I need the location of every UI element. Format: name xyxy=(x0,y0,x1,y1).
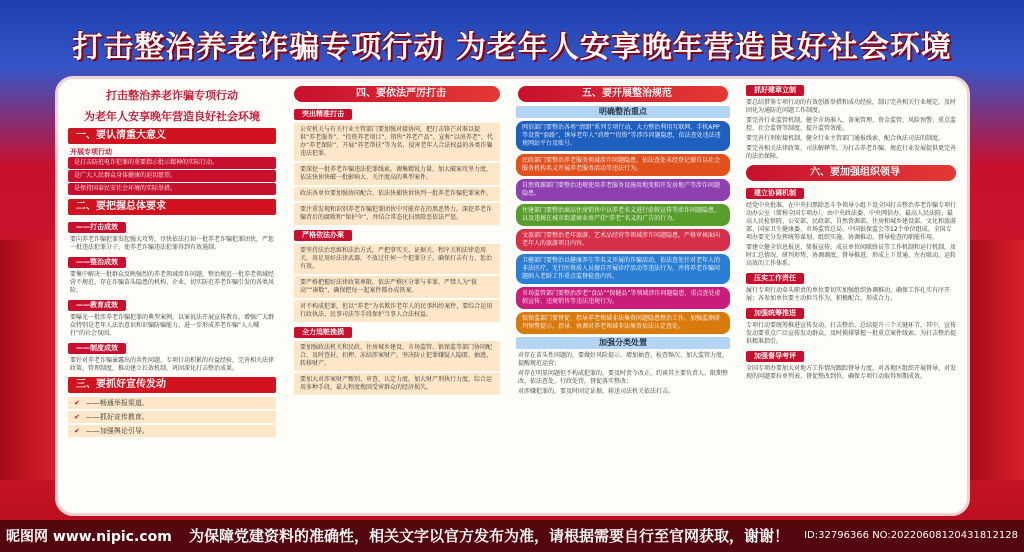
paragraph: 政法各单位要加强协同配合，依法快捕快诉快判一批养老诈骗犯罪案件。 xyxy=(294,187,500,201)
column-1 xyxy=(62,82,282,439)
section-1-subtitle: 开展专项行动 xyxy=(70,148,112,156)
paragraph: 履行专项行动牵头职责的单位要切实加强组织协调推动，确保工作扎实有序开展；各参加单位要主动担当作为，积极配合，形成合力。 xyxy=(746,287,951,302)
paragraph: 公安机关与有关行业主管部门要加强对接协同，把打击锋芒对准以提供“养老服务”、“投资养老项目”、销售“养老产品”、宣称“以房养老”、代办“养老保险”、开展“养老帮扶”等为名，侵害老年人合法权益的各类诈骗违法犯罪。 xyxy=(294,123,500,161)
paragraph: 要完善相关法律政策、司法解释等，为打击养老诈骗、规范行业发展提供更完善的法治保障。 xyxy=(746,145,957,160)
paragraph: 要加强政法机关和民政、住房城乡建设、市场监管、银保监等部门协同配合，及时查封、扣押、冻结涉案财产，坚决防止犯罪嫌疑人隐匿、抽逃、转移财产。 xyxy=(294,341,500,371)
check-item-label: ——畅通举报渠道。 xyxy=(85,399,149,407)
check-icon: ✔ xyxy=(74,399,80,407)
subsection-label: ——制度成效 xyxy=(68,343,126,354)
paragraph: 要坚持法治思维和法治方式，严把事实关、证据关、程序关和法律适用关，用足用好法律武器，不放过任何一个犯罪分子，确保打击有力、惩治有效。 xyxy=(294,244,500,274)
check-item-label: ——抓好宣传教育。 xyxy=(85,413,149,421)
footer-note: 为保障党建资料的准确性，相关文字以官方发布为准，请根据需要自行至官网获取，谢谢！ xyxy=(189,527,790,545)
paragraph: 对涉嫌犯罪的，要及时固定证据，移送司法机关依法打击。 xyxy=(518,388,675,395)
paragraph: 要总结借鉴专项行动的有效创新举措和成功经验，制订完善相关行业规定，及时固化为通防范问题工作制度。 xyxy=(746,99,957,114)
section-1-title: 一、要认清重大意义 xyxy=(68,128,276,144)
subsection-label: 突出精准打击 xyxy=(294,109,352,120)
section-1-bar: 是广大人民群众身体健康的迫切愿望。 xyxy=(68,170,276,182)
paragraph: 经党中央批准，在中央扫黑除恶斗争领导小组下设全国打击整治养老诈骗专项行动办公室（简称全国专项办），由中央政法委、中央网信办、最高人民法院、最高人民检察院、公安部、民政部、自然资源部、住房和城乡建设部、文化和旅游部、国家卫生健康委、市场监管总局、中国银保监会等12个单位组成。全国专项办要充分发挥统筹谋划、组织实施、协调推动、督导检查的职能作用。 xyxy=(746,202,957,241)
agency-card: 自然资源部门要整治违规使用养老服务设施用地变相开发房地产等涉诈问题隐患。 xyxy=(516,179,730,201)
paragraph: 要集中解决一批群众反映强烈的养老领域涉诈问题，整治规范一批养老领域经营不规范、存在诈骗苗头隐患的机构、企业，切实防范养老诈骗引发的各类风险。 xyxy=(70,271,275,294)
column-4 xyxy=(740,82,962,383)
check-item xyxy=(68,425,276,437)
subsection-label: 抓好建章立制 xyxy=(746,85,804,96)
paragraph: 对存在明显问题但不构成犯罪的，要及时责令改正、约谈其主要负责人、限期整改，依法查处、行政处罚，督促落实整改； xyxy=(518,370,729,385)
section-2-title: 二、要把握总体要求 xyxy=(68,199,276,215)
paragraph: 要针对养老诈骗暴露出的共性问题，专项行动积累的有益经验，完善相关法律政策、管理制度，推动建立长效机制，巩固深化打击整治成果。 xyxy=(70,357,275,372)
subsection-label: ——整治成效 xyxy=(68,257,126,268)
paragraph: 专项行动要统筹推进宣传发动、打击整治、总结提升三个关键环节，其中，宣传发动要重点广泛宣传发动群众，及时摸排掌握一批重点案件线索，为打击整治提供精准指引。 xyxy=(746,322,957,345)
band-label: 加强分类处置 xyxy=(516,337,730,349)
section-6-title: 六、要加强组织领导 xyxy=(746,165,956,181)
paragraph: 要完善行刑衔接机制，健全行业主管部门通报线索、配合执法司法的制度。 xyxy=(746,135,945,142)
paragraph: 对存在苗头性问题的，要做好风险提示、增加抽查、检查频次、加大监管力度，提醒规范运营； xyxy=(518,352,729,367)
subsection-label: 加强统筹推进 xyxy=(746,308,804,319)
section-1-bar: 是打击防范电诈犯罪的重要指示批示精神的实际行动。 xyxy=(68,157,276,169)
column-3 xyxy=(512,82,734,398)
right-red-drape xyxy=(969,240,1024,480)
agency-card: 住建部门要整治商品住房销售中以养老名义进行虚假宣传等涉诈问题隐患，以及违规在城市街道商业房产挂“养老”名义的广告的行为。 xyxy=(516,204,730,226)
subsection-label: ——教育成效 xyxy=(68,300,126,311)
agency-card: 银保监部门要督促、指导养老领域非法集资问题隐患整治工作，加强监测研判预警提示，指导、协调对养老领域非法集资依法认定查处。 xyxy=(516,312,730,334)
subsection-label: 严格依法办案 xyxy=(294,230,352,241)
agency-card: 民政部门要整治养老服务领域涉诈问题隐患，依法查处未经登记擅自以社会服务机构名义开展养老服务活动等违法行为。 xyxy=(516,154,730,176)
check-icon: ✔ xyxy=(74,427,80,435)
subsection-label: 压实工作责任 xyxy=(746,273,804,284)
agency-card: 市场监管部门要整治涉老“食品”“保健品”等领域涉诈问题隐患，重点查处虚假宣传、违规销售等违法违规行为。 xyxy=(516,287,730,309)
paragraph: 要向养老诈骗犯罪发起强大攻势，尽快依法打掉一批养老诈骗犯罪团伙，严惩一批违法犯罪分子，使养老诈骗违法犯罪得到有效遏制。 xyxy=(70,236,275,251)
section-1-bar: 是保持国泰民安社会环境的实际举措。 xyxy=(68,183,276,195)
check-item xyxy=(68,397,276,409)
paragraph: 要加大对涉案财产甄别、审查、认定力度，加大财产刑执行力度，综合运用多种手段，最大程度挽回受害群众的经济损失。 xyxy=(294,373,500,395)
agency-card: 网信部门要整治各类“清朗”系列专项行动，大力整治利用互联网、手机APP等设置“套路”，诱导老年人“消费”“投资”等涉诈问题隐患，依法查处违法违规网站平台及账号。 xyxy=(516,121,730,151)
subsection-label: 全力追赃挽损 xyxy=(294,327,352,338)
subsection-label: ——打击成效 xyxy=(68,222,126,233)
band-label: 明确整治重点 xyxy=(516,106,730,118)
footer-id: ID:32796366 NO:20220608120431812128 xyxy=(804,530,1018,541)
col1-heading-1: 打击整治养老诈骗专项行动 xyxy=(106,89,238,102)
card-list xyxy=(512,121,734,334)
section-4-title: 四、要依法严厉打击 xyxy=(294,86,500,102)
section-3-title: 三、要抓好宣传发动 xyxy=(68,377,276,393)
paragraph: 全国专项办要加大对地方工作情况跟踪督导力度，对各地区组织开展督导，对发现的问题要拉单列表、督促整改到位，确保专项行动取得预期成效。 xyxy=(746,365,957,380)
subsection-label: 加强督导考评 xyxy=(746,351,804,362)
footer-site[interactable]: 昵图网 www.nipic.com xyxy=(6,529,172,545)
check-item-label: ——加强舆论引导。 xyxy=(85,427,149,435)
section-5-title: 五、要开展整治规范 xyxy=(518,86,728,102)
check-item xyxy=(68,411,276,423)
col1-heading-2: 为老年人安享晚年营造良好社会环境 xyxy=(84,110,260,123)
check-icon: ✔ xyxy=(74,413,80,421)
paragraph: 要建立健全信息报送、简报宣传、成员单位间联络员等工作机制和运行机制，及时汇总情况、研判形势、协调调度，督导推进，形成上下贯通、左右联动、运转高效的工作体系。 xyxy=(746,244,957,267)
agency-card: 卫健部门要整治以健康养生等名义开展的诈骗活动，依法查处针对老年人的非法医疗、无行医资质人员擅自开展诊疗活动等违法行为，并将养老诈骗问题纳入老龄工作重点监督检查内容。 xyxy=(516,254,730,284)
paragraph: 要完善行业监管机制，健全市场准入、备案管理、资金监管、风险预警、重点监控、社会监督等制度，提升监管效能。 xyxy=(746,117,957,132)
paragraph: 要深挖一批养老诈骗违法犯罪线索，调集精锐力量、加大破案攻坚力度，依法快侦快破一批影响大、关注度高的典型案件。 xyxy=(294,163,500,185)
paragraph: 要曝光一批涉养老诈骗犯罪的典型案例，以案说法开展宣传教育，增强广大群众特别是老年人法治意识和识骗防骗能力，进一步形成养老诈骗“人人喊打”的社会氛围。 xyxy=(70,314,275,337)
subsection-label: 建立协调机制 xyxy=(746,188,804,199)
paragraph: 要严格把握好法律政策界限，依法严格区分罪与非罪，严禁人为“拔高”“凑数”，确保把每一起案件都办成铁案。 xyxy=(294,276,500,298)
left-red-drape xyxy=(0,240,55,480)
paragraph: 对不构成犯罪，但以“养老”为名欺诈老年人的民事纠纷案件，要综合运用行政执法、民事司法等手段保护当事人合法权益。 xyxy=(294,300,500,322)
column-2 xyxy=(288,82,506,397)
paragraph: 要注重发现和识别养老诈骗犯罪团伙中可能存在的黑恶势力，深挖养老诈骗背后的腐败和“保护伞”，并结合常态化扫黑除恶依法严惩。 xyxy=(294,203,500,225)
page-title: 打击整治养老诈骗专项行动 为老年人安享晚年营造良好社会环境 xyxy=(72,30,952,65)
agency-card: 文旅部门要整治老年旅游、艺术品经营等领域涉诈问题隐患，严格审核面向老年人的旅游项目内容。 xyxy=(516,229,730,251)
footer-bar xyxy=(0,520,1024,552)
